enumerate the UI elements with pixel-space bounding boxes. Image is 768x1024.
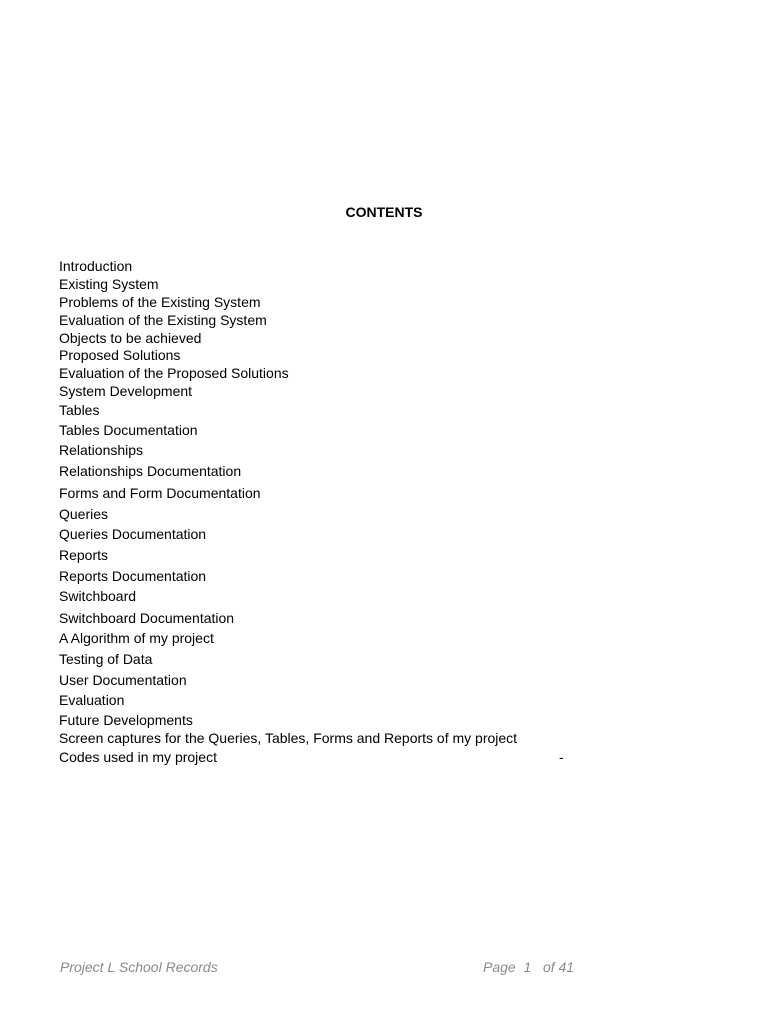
contents-item: System Development bbox=[59, 383, 193, 399]
contents-item: Queries bbox=[59, 506, 109, 522]
contents-item: Tables bbox=[59, 402, 100, 418]
contents-item: A Algorithm of my project bbox=[59, 630, 214, 646]
footer-page-number bbox=[483, 958, 574, 976]
footer-project-name: Project L School Records bbox=[60, 959, 218, 975]
contents-item: Queries Documentation bbox=[59, 526, 207, 542]
contents-item: Problems of the Existing System bbox=[59, 294, 261, 310]
contents-item: Proposed Solutions bbox=[59, 347, 181, 363]
contents-item: Tables Documentation bbox=[59, 422, 198, 438]
contents-item: Reports Documentation bbox=[59, 568, 207, 584]
footer-page-current: 1 bbox=[523, 959, 532, 975]
contents-item: User Documentation bbox=[59, 672, 187, 688]
contents-item: Relationships Documentation bbox=[59, 463, 242, 479]
contents-item: Evaluation bbox=[59, 692, 125, 708]
contents-item: Future Developments bbox=[59, 712, 193, 728]
contents-item: Objects to be achieved bbox=[59, 330, 202, 346]
contents-item: Forms and Form Documentation bbox=[59, 485, 261, 501]
contents-item: Relationships bbox=[59, 442, 144, 458]
footer-page-total: of 41 bbox=[542, 959, 575, 975]
contents-item: Screen captures for the Queries, Tables, Forms and Reports of my project bbox=[59, 730, 518, 746]
contents-item: Existing System bbox=[59, 276, 159, 292]
contents-item: Codes used in my project bbox=[59, 749, 217, 765]
contents-item: Testing of Data bbox=[59, 651, 153, 667]
page-title: CONTENTS bbox=[345, 204, 423, 220]
footer-page-label: Page bbox=[483, 959, 516, 975]
contents-item: Evaluation of the Existing System bbox=[59, 312, 267, 328]
contents-item: Reports bbox=[59, 547, 109, 563]
contents-item: Switchboard bbox=[59, 588, 137, 604]
contents-item: Introduction bbox=[59, 258, 133, 274]
trailing-dash: - bbox=[559, 749, 564, 765]
contents-item: Switchboard Documentation bbox=[59, 610, 235, 626]
contents-item: Evaluation of the Proposed Solutions bbox=[59, 365, 289, 381]
